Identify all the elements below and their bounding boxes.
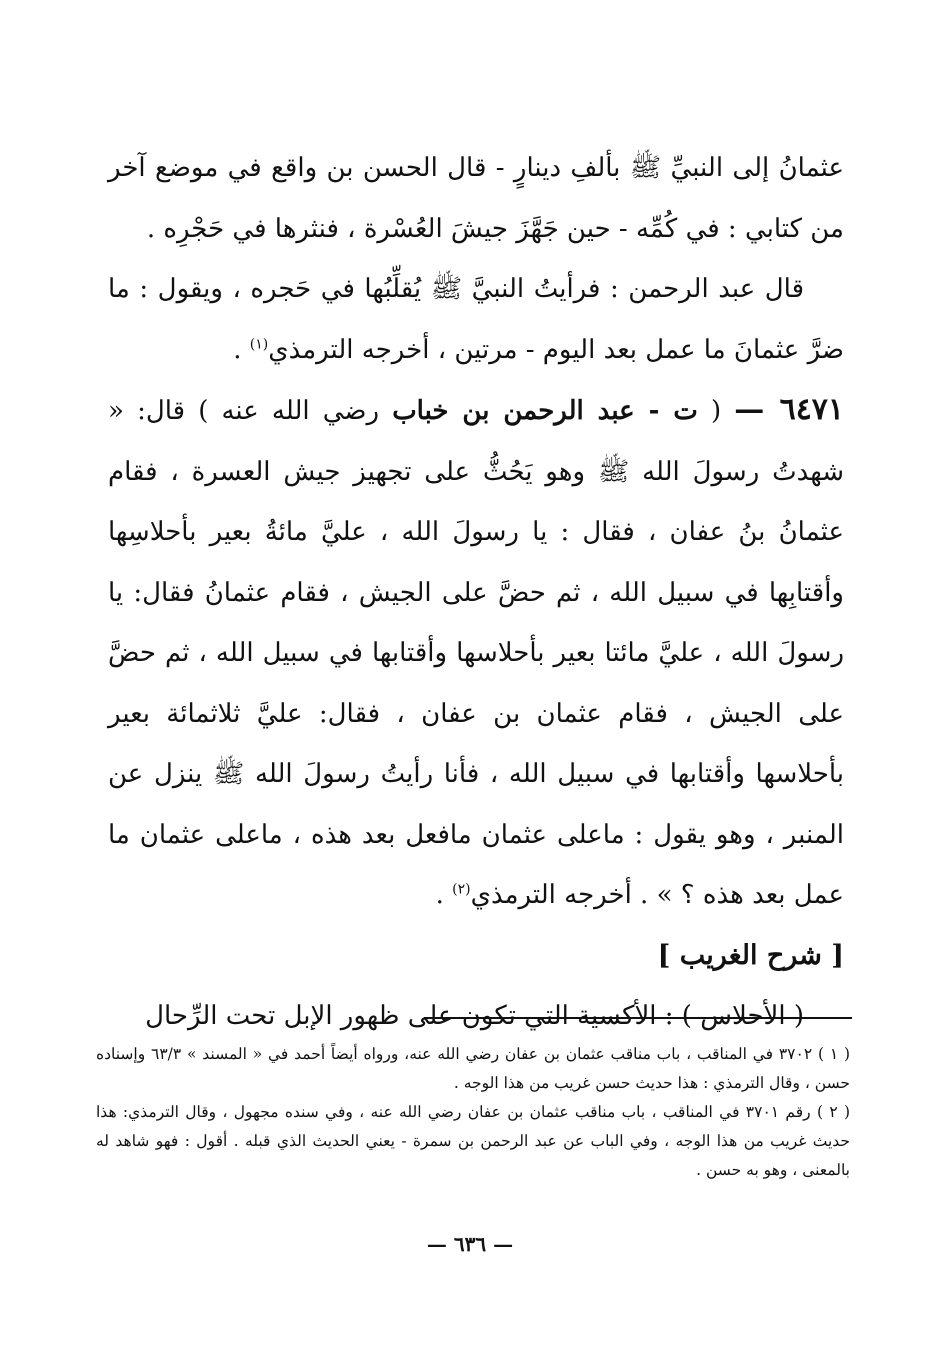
paragraph-abdulrahman-end: . <box>233 334 250 365</box>
paragraph-continuation <box>108 138 844 259</box>
hadith-end: . <box>435 880 453 910</box>
main-text <box>108 138 844 1047</box>
footnotes <box>96 1040 850 1185</box>
section-heading: [ شرح الغريب ] <box>657 939 844 971</box>
hadith-body: « شهدتُ رسولَ الله ﷺ وهو يَحُثُّ على تجهيز جيش العسرة ، فقام عثمانُ بنُ عفان ، فقال : يا رسولَ الله ، عليَّ مائةُ بعير بأحلاسِها وأقتابِها في سبيل الله ، ثم حضَّ على الجيش ، فقام عثمانُ فقال: يا رسولَ الله ، عليَّ مائتا بعير بأحلاسها وأقتابها في سبيل الله ، ثم حضَّ على الجيش ، فقام عثمان بن عفان ، فقال: عليَّ ثلاثمائة بعير بأحلاسها وأقتابها في سبيل الله ، فأنا رأيتُ رسولَ الله ﷺ ينزل عن المنبر ، وهو يقول : ماعلى عثمان مافعل بعد هذه ، ماعلى عثمان ما عمل بعد هذه ؟ » . أخرجه الترمذي <box>108 396 844 910</box>
paragraph-abdulrahman-text: قال عبد الرحمن : فرأيتُ النبيَّ ﷺ يُقلِّبُها في حَجره ، ويقول : ما ضرَّ عثمانَ ما عمل بعد اليوم - مرتين ، أخرجه الترمذي <box>108 274 844 365</box>
paragraph-abdulrahman <box>108 259 844 380</box>
page-number: — ٦٣٦ — <box>426 1232 514 1256</box>
hadith-paragraph <box>108 380 844 926</box>
gloss-text: ( الأحلاس ) : الأكسية التي تكون على ظهور الإبل تحت الرِّحال <box>145 1001 804 1031</box>
footnote-1: ( ١ ) ٣٧٠٢ في المناقب ، باب مناقب عثمان بن عفان رضي الله عنه، ورواه أيضاً أحمد في « المسند » ٦٣/٣ وإسناده حسن ، وقال الترمذي : هذا حديث حسن غريب من هذا الوجه . <box>96 1045 851 1092</box>
hadith-open-paren: ( <box>710 396 722 426</box>
hadith-number: ٦٤٧١ — <box>734 392 845 427</box>
hadith-narrator-close: رضي الله عنه ) قال: <box>137 396 380 426</box>
footnote-separator <box>424 1017 852 1019</box>
hadith-narrator: ت - عبد الرحمن بن خباب <box>392 396 698 426</box>
paragraph-continuation-text: عثمانُ إلى النبيِّ ﷺ بألفِ دينارٍ - قال الحسن بن واقع في موضع آخر من كتابي : في كُمِّه - حين جَهَّزَ جيشَ العُسْرة ، فنثرها في حَجْرِه . <box>108 153 844 244</box>
footnote-ref-2: (٢) <box>452 881 471 898</box>
footnote-2: ( ٢ ) رقم ٣٧٠١ في المناقب ، باب مناقب عثمان بن عفان رضي الله عنه ، وفي سنده مجهول ، وقال الترمذي: هذا حديث غريب من هذا الوجه ، وفي الباب عن عبد الرحمن بن سمرة - يعني الحديث الذي قبله . أقول : فهو شاهد له بالمعنى ، وهو به حسن . <box>96 1103 850 1179</box>
footnote-ref-1: (١) <box>249 335 269 352</box>
